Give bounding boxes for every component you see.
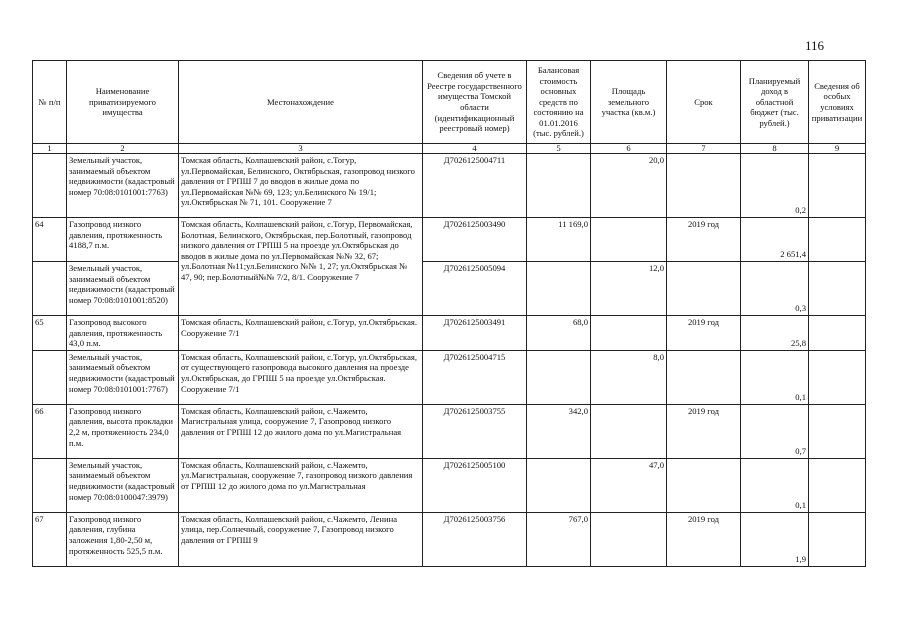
registry-number: Д7026125005100 xyxy=(423,458,527,512)
column-number: 7 xyxy=(667,144,741,154)
land-area xyxy=(591,316,667,351)
property-name: Земельный участок, занимаемый объектом недвижимости (кадастровый номер 70:08:0101001:8520) xyxy=(67,262,179,316)
special-conditions xyxy=(809,154,866,218)
property-address: Томская область, Колпашевский район, с.Тогур, ул.Октябрьская, от существующего газопровода высокого давления на проезде ул.Октябрьская, до ГРПШ 5 на проезде ул.Октябрьская. Сооружение 7/1 xyxy=(179,350,423,404)
planned-income: 0,2 xyxy=(741,154,809,218)
column-number: 8 xyxy=(741,144,809,154)
row-number xyxy=(33,350,67,404)
table-row xyxy=(33,262,866,316)
term xyxy=(667,262,741,316)
row-number: 64 xyxy=(33,218,67,262)
column-number: 9 xyxy=(809,144,866,154)
column-number: 5 xyxy=(527,144,591,154)
special-conditions xyxy=(809,458,866,512)
header-cell: Площадь земельного участка (кв.м.) xyxy=(591,61,667,144)
property-name: Земельный участок, занимаемый объектом недвижимости (кадастровый номер 70:08:0101001:7763) xyxy=(67,154,179,218)
book-value xyxy=(527,262,591,316)
book-value: 342,0 xyxy=(527,404,591,458)
header-cell: Местонахождение xyxy=(179,61,423,144)
property-address: Томская область, Колпашевский район, с.Чажемто, ул.Магистральная, сооружение 7, газопровод низкого давления от ГРПШ 12 до жилого дома по ул.Магистральная xyxy=(179,458,423,512)
registry-number: Д7026125005094 xyxy=(423,262,527,316)
term xyxy=(667,458,741,512)
registry-number: Д7026125003755 xyxy=(423,404,527,458)
page-number: 116 xyxy=(805,38,825,53)
special-conditions xyxy=(809,316,866,351)
property-address: Томская область, Колпашевский район, с.Тогур, ул.Первомайская, Белинского, Октябрьская, газопровод низкого давления от ГРПШ 7 до вводов в жилые дома по ул.Первомайская №№ 69, 123; ул.Белинского № 19/1; ул.Октябрьская № 71, 101. Сооружение 7 xyxy=(179,154,423,218)
table-row xyxy=(33,404,866,458)
term xyxy=(667,350,741,404)
book-value xyxy=(527,154,591,218)
term: 2019 год xyxy=(667,316,741,351)
column-number: 2 xyxy=(67,144,179,154)
planned-income: 2 651,4 xyxy=(741,218,809,262)
header-cell: № п/п xyxy=(33,61,67,144)
planned-income: 0,7 xyxy=(741,404,809,458)
book-value xyxy=(527,458,591,512)
land-area xyxy=(591,404,667,458)
property-address: Томская область, Колпашевский район, с.Чажемто, Магистральная улица, сооружение 7, Газопровод низкого давления от ГРПШ 12 до жилого дома по ул.Магистральная xyxy=(179,404,423,458)
registry-number: Д7026125004711 xyxy=(423,154,527,218)
column-number: 6 xyxy=(591,144,667,154)
book-value: 767,0 xyxy=(527,512,591,566)
table-row xyxy=(33,512,866,566)
special-conditions xyxy=(809,404,866,458)
term: 2019 год xyxy=(667,512,741,566)
header-row xyxy=(33,61,866,144)
planned-income: 1,9 xyxy=(741,512,809,566)
property-name: Газопровод низкого давления, высота прокладки 2,2 м, протяженность 234,0 п.м. xyxy=(67,404,179,458)
term: 2019 год xyxy=(667,404,741,458)
header-cell: Балансовая стоимость основных средств по состоянию на 01.01.2016 (тыс. рублей.) xyxy=(527,61,591,144)
registry-number: Д7026125003491 xyxy=(423,316,527,351)
property-address: Томская область, Колпашевский район, с.Тогур, Первомайская, Болотная, Белинского, Октябрьская, пер.Болотный, газопровод низкого давления от ГРПШ 5 на проезде ул.Октябрьская до вводов в жилые дома по ул.Первомайская №№ 32, 67; ул.Болотная №11;ул.Белинского №№ 1, 27; ул.Октябрьская № 47, 90; пер.Болотный№№ 7/2, 8/1. Сооружение 7 xyxy=(179,218,423,316)
property-name: Земельный участок, занимаемый объектом недвижимости (кадастровый номер 70:08:0100047:3979) xyxy=(67,458,179,512)
column-number-row xyxy=(33,144,866,154)
header-cell: Сведения об особых условиях приватизации xyxy=(809,61,866,144)
planned-income: 25,8 xyxy=(741,316,809,351)
property-address: Томская область, Колпашевский район, с.Чажемто, Ленина улица, пер.Солнечный, сооружение 7, Газопровод низкого давления от ГРПШ 9 xyxy=(179,512,423,566)
table-row xyxy=(33,218,866,262)
land-area xyxy=(591,512,667,566)
special-conditions xyxy=(809,512,866,566)
special-conditions xyxy=(809,218,866,262)
row-number xyxy=(33,154,67,218)
header-cell: Сведения об учете в Реестре государственного имущества Томской области (идентификационный реестровый номер) xyxy=(423,61,527,144)
term xyxy=(667,154,741,218)
land-area: 12,0 xyxy=(591,262,667,316)
land-area: 20,0 xyxy=(591,154,667,218)
header-cell: Наименование приватизируемого имущества xyxy=(67,61,179,144)
row-number: 67 xyxy=(33,512,67,566)
property-name: Газопровод низкого давления, протяженность 4188,7 п.м. xyxy=(67,218,179,262)
property-address: Томская область, Колпашевский район, с.Тогур, ул.Октябрьская. Сооружение 7/1 xyxy=(179,316,423,351)
land-area: 47,0 xyxy=(591,458,667,512)
property-name: Газопровод низкого давления, глубина заложения 1,80-2,50 м, протяженность 525,5 п.м. xyxy=(67,512,179,566)
registry-number: Д7026125003756 xyxy=(423,512,527,566)
column-number: 3 xyxy=(179,144,423,154)
table-row xyxy=(33,316,866,351)
term: 2019 год xyxy=(667,218,741,262)
registry-number: Д7026125004715 xyxy=(423,350,527,404)
header-cell: Срок xyxy=(667,61,741,144)
book-value: 11 169,0 xyxy=(527,218,591,262)
table-row xyxy=(33,350,866,404)
planned-income: 0,1 xyxy=(741,458,809,512)
special-conditions xyxy=(809,262,866,316)
row-number xyxy=(33,458,67,512)
header-cell: Планируемый доход в областной бюджет (тыс. рублей.) xyxy=(741,61,809,144)
book-value xyxy=(527,350,591,404)
column-number: 4 xyxy=(423,144,527,154)
row-number: 65 xyxy=(33,316,67,351)
land-area: 8,0 xyxy=(591,350,667,404)
land-area xyxy=(591,218,667,262)
planned-income: 0,3 xyxy=(741,262,809,316)
property-name: Газопровод высокого давления, протяженность 43,0 п.м. xyxy=(67,316,179,351)
row-number xyxy=(33,262,67,316)
registry-number: Д7026125003490 xyxy=(423,218,527,262)
planned-income: 0,1 xyxy=(741,350,809,404)
row-number: 66 xyxy=(33,404,67,458)
property-name: Земельный участок, занимаемый объектом недвижимости (кадастровый номер 70:08:0101001:7767) xyxy=(67,350,179,404)
table-row xyxy=(33,458,866,512)
privatization-table xyxy=(32,60,866,567)
column-number: 1 xyxy=(33,144,67,154)
special-conditions xyxy=(809,350,866,404)
table-row xyxy=(33,154,866,218)
book-value: 68,0 xyxy=(527,316,591,351)
